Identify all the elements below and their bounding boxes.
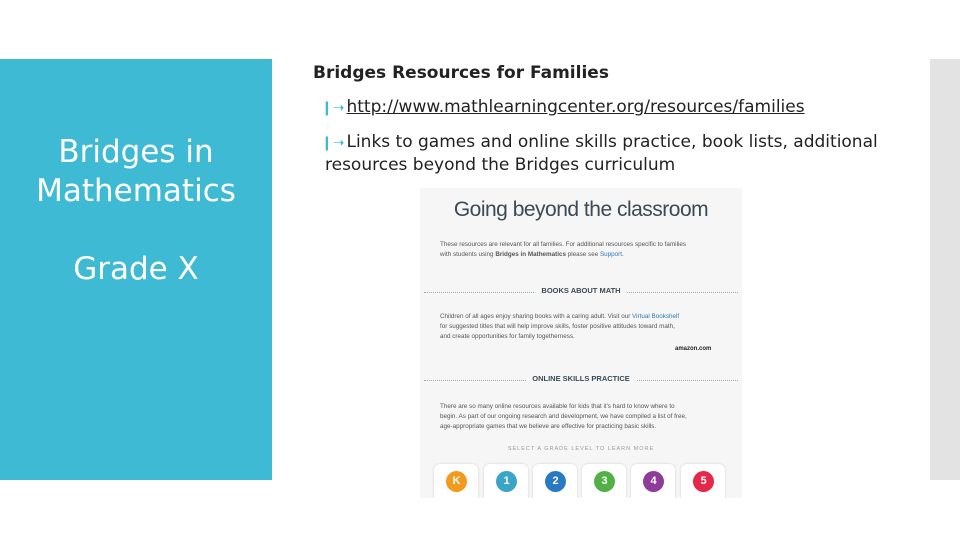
bullet-item xyxy=(321,97,805,117)
grade-badge: 1 xyxy=(496,471,517,492)
grade-tabs xyxy=(420,458,742,498)
intro-text-a: with students using xyxy=(440,251,496,258)
books-line xyxy=(440,312,730,322)
intro-text-d: . xyxy=(622,251,624,258)
skills-section-divider xyxy=(420,374,742,386)
families-link[interactable]: http://www.mathlearningcenter.org/resources/families xyxy=(346,97,805,117)
support-link[interactable]: Support xyxy=(599,251,623,258)
books-text-a: Children of all ages enjoy sharing books with a caring adult. Visit our xyxy=(440,313,633,320)
grade-badge: 5 xyxy=(693,471,714,492)
grade-tab-3[interactable] xyxy=(582,464,626,498)
skills-line: age-appropriate games that we believe are effective for practicing basic skills. xyxy=(440,423,657,430)
slide-title-line1: Bridges in xyxy=(58,134,214,170)
skills-line: There are so many online resources available for kids that it's hard to know where to xyxy=(440,403,675,410)
bullet-text-line2: resources beyond the Bridges curriculum xyxy=(325,155,676,175)
grade-badge: 2 xyxy=(545,471,566,492)
slide-subtitle: Grade X xyxy=(73,251,199,287)
intro-bold: Bridges in Mathematics xyxy=(495,251,566,258)
books-section-divider xyxy=(420,286,742,298)
intro-line: These resources are relevant for all families. For additional resources specific to families xyxy=(440,241,687,248)
bullet-icon: ❙➝ xyxy=(321,135,345,151)
grade-tab-1[interactable] xyxy=(484,464,528,498)
amazon-logo: amazon.com xyxy=(675,346,712,352)
slide-title-line2: Mathematics xyxy=(36,173,236,209)
skills-heading: ONLINE SKILLS PRACTICE xyxy=(526,374,636,383)
grade-tab-k[interactable] xyxy=(434,464,478,498)
grade-tab-5[interactable] xyxy=(681,464,725,498)
grade-badge: 3 xyxy=(594,471,615,492)
slide-title xyxy=(0,133,272,211)
intro-text xyxy=(440,240,730,260)
grade-tab-2[interactable] xyxy=(533,464,577,498)
grade-select-label: SELECT A GRADE LEVEL TO LEARN MORE xyxy=(507,446,655,452)
books-line: and create opportunities for family togetherness. xyxy=(440,333,575,340)
bullet-text-line1: Links to games and online skills practice, book lists, additional xyxy=(346,132,878,152)
intro-line xyxy=(440,250,730,260)
website-screenshot xyxy=(420,188,742,498)
skills-text xyxy=(440,402,730,432)
screenshot-title: Going beyond the classroom xyxy=(453,198,709,221)
grade-badge: 4 xyxy=(643,471,664,492)
books-text xyxy=(440,312,730,342)
grade-badge: K xyxy=(446,471,467,492)
skills-line: begin. As part of our ongoing research and development, we have compiled a list of free, xyxy=(440,413,687,420)
grade-tab-4[interactable] xyxy=(631,464,675,498)
books-line: for suggested titles that will help improve skills, foster positive attitudes toward math, xyxy=(440,323,675,330)
virtual-bookshelf-link[interactable]: Virtual Bookshelf xyxy=(632,313,680,320)
intro-text-c: please see xyxy=(566,251,600,258)
bullet-item xyxy=(321,131,881,176)
right-accent-bar xyxy=(930,59,960,480)
content-heading: Bridges Resources for Families xyxy=(313,63,609,83)
books-heading: BOOKS ABOUT MATH xyxy=(535,286,626,295)
bullet-icon: ❙➝ xyxy=(321,100,345,116)
